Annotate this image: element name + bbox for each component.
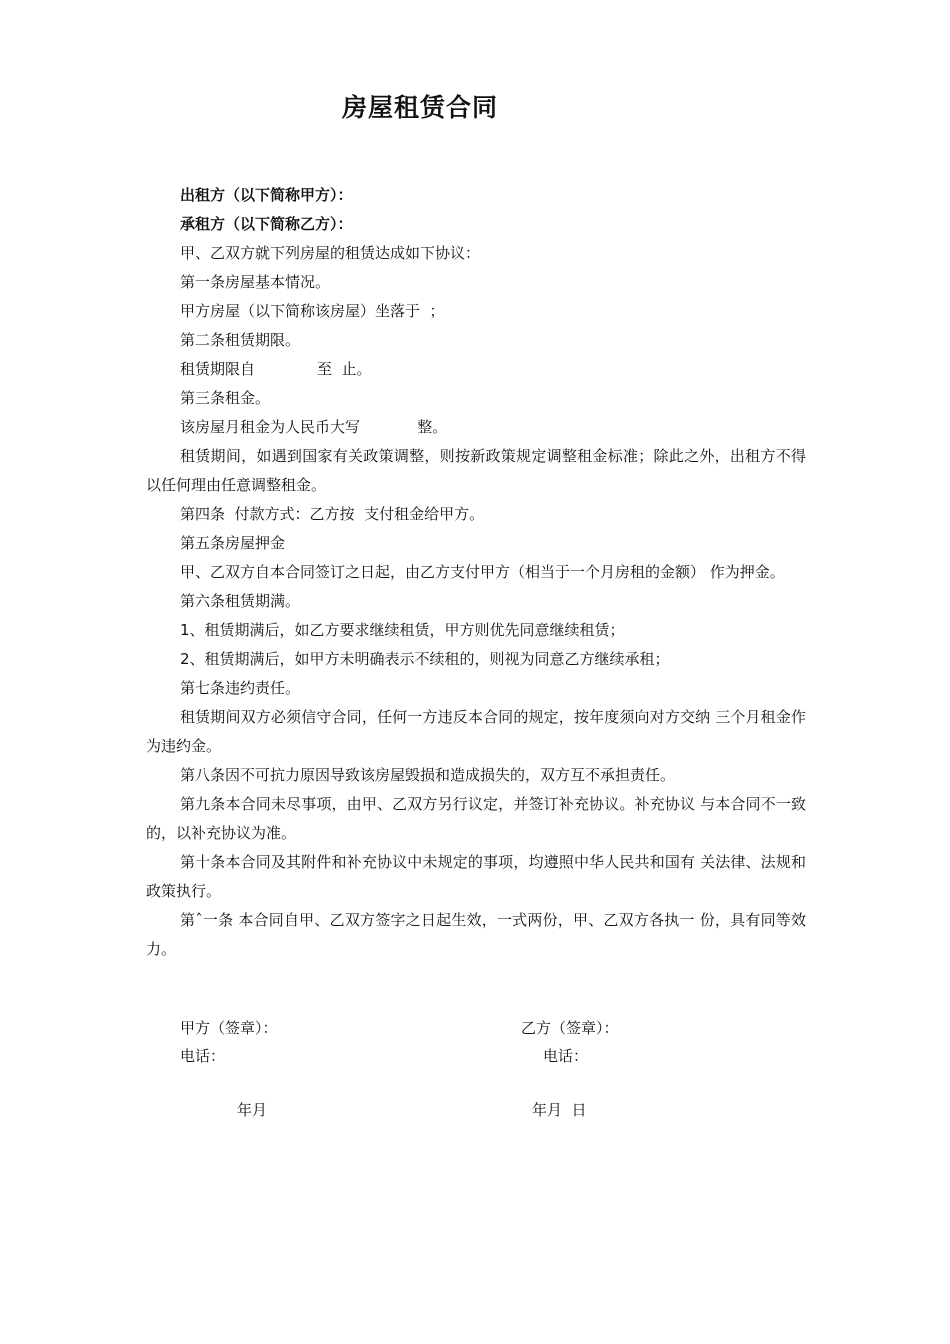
article-4-payment: 第四条 付款方式：乙方按 支付租金给甲方。 [180, 505, 485, 523]
article-5-heading: 第五条房屋押金 [180, 534, 286, 552]
document-title: 房屋租赁合同 [342, 93, 499, 122]
lessee-line: 承租方（以下简称乙方）： [180, 215, 353, 233]
article-10: 第十条本合同及其附件和补充协议中未规定的事项，均遵照中华人民共和国有 关法律、法规和政策执行。 [146, 853, 806, 900]
article-9: 第九条本合同未尽事项，由甲、乙双方另行议定，并签订补充协议。补充协议 与本合同不一致的，以补充协议为准。 [146, 795, 806, 842]
article-1-body: 甲方房屋（以下简称该房屋）坐落于 ； [180, 302, 445, 320]
party-b-phone-label: 电话： [543, 1047, 589, 1065]
party-a-phone-label: 电话： [180, 1047, 226, 1065]
party-b-date: 年月 日 [532, 1101, 587, 1119]
article-11: 第ˆ一条 本合同自甲、乙双方签字之日起生效，一式两份，甲、乙双方各执一 份，具有同等效力。 [146, 911, 806, 958]
article-1-heading: 第一条房屋基本情况。 [180, 273, 331, 291]
article-2-body: 租赁期限自 至 止。 [180, 360, 372, 378]
article-6-heading: 第六条租赁期满。 [180, 592, 301, 610]
article-3-heading: 第三条租金。 [180, 389, 271, 407]
party-a-signature-label: 甲方（签章）： [180, 1019, 278, 1037]
article-8: 第八条因不可抗力原因导致该房屋毁损和造成损失的，双方互不承担责任。 [180, 766, 676, 784]
party-a-date: 年月 [237, 1101, 268, 1119]
party-b-signature-label: 乙方（签章）： [521, 1019, 619, 1037]
article-2-heading: 第二条租赁期限。 [180, 331, 301, 349]
contract-body [146, 181, 806, 964]
lessor-line: 出租方（以下简称甲方）： [180, 186, 353, 204]
article-6-item-2: 2、租赁期满后，如甲方未明确表示不续租的，则视为同意乙方继续承租； [180, 650, 670, 668]
article-6-item-1: 1、租赁期满后，如乙方要求继续租赁，甲方则优先同意继续租赁； [180, 621, 625, 639]
article-7-body: 租赁期间双方必须信守合同，任何一方违反本合同的规定，按年度须向对方交纳 三个月租金作为违约金。 [146, 708, 806, 755]
article-7-heading: 第七条违约责任。 [180, 679, 301, 697]
article-5-body: 甲、乙双方自本合同签订之日起，由乙方支付甲方（相当于一个月房租的金额） 作为押金。 [180, 563, 785, 581]
article-3-rent: 该房屋月租金为人民币大写 整。 [180, 418, 448, 436]
intro-paragraph: 甲、乙双方就下列房屋的租赁达成如下协议： [180, 244, 481, 262]
article-3-adjustment: 租赁期间，如遇到国家有关政策调整，则按新政策规定调整租金标准；除此之外，出租方不得以任何理由任意调整租金。 [146, 447, 806, 494]
